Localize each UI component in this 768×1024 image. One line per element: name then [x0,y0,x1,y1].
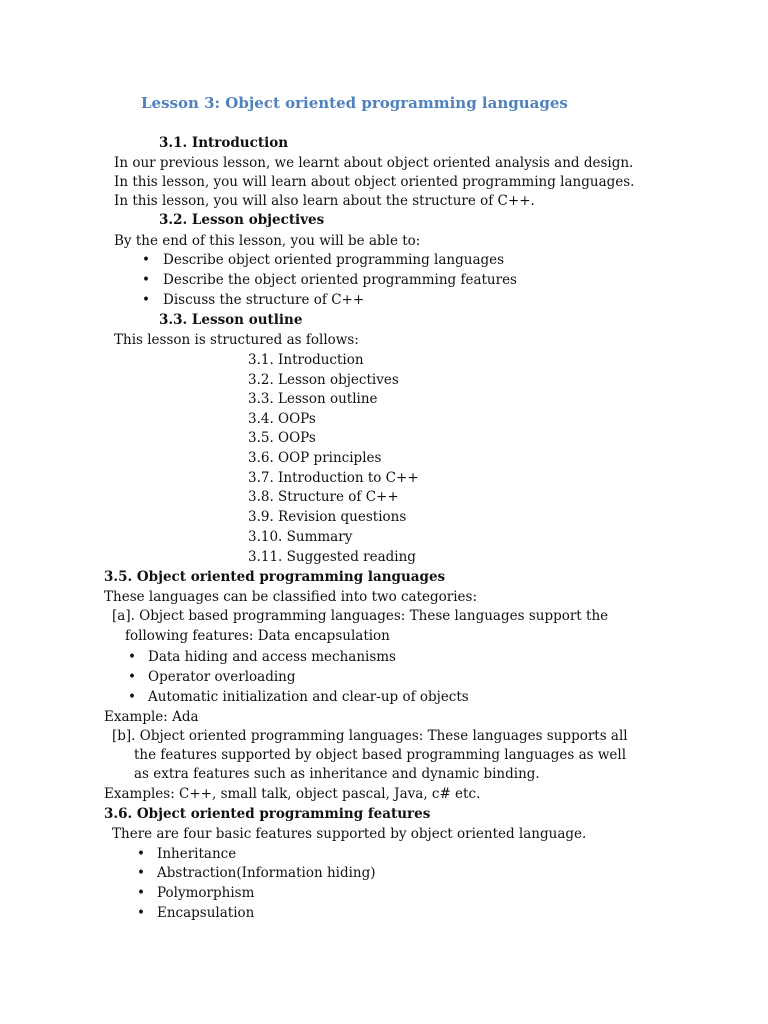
category-b-example: Examples: C++, small talk, object pascal, Java, c# etc. [104,786,481,802]
bullet-glyph: • [137,885,145,901]
bullet-glyph: • [142,292,150,308]
objective-item: Describe object oriented programming languages [163,252,505,268]
outline-item: 3.5. OOPs [248,430,316,446]
outline-item: 3.4. OOPs [248,411,316,427]
outline-item: 3.2. Lesson objectives [248,372,399,388]
category-a-example: Example: Ada [104,709,199,725]
bullet-glyph: • [137,846,145,862]
languages-heading: 3.5. Object oriented programming languages [104,569,446,585]
intro-line: In this lesson, you will learn about object oriented programming languages. [114,174,635,190]
feature-item: Polymorphism [157,885,255,901]
outline-lead: This lesson is structured as follows: [114,332,359,348]
features-heading: 3.6. Object oriented programming features [104,806,431,822]
outline-item: 3.8. Structure of C++ [248,489,399,505]
outline-item: 3.7. Introduction to C++ [248,470,419,486]
lesson-title: Lesson 3: Object oriented programming languages [141,94,568,112]
outline-item: 3.9. Revision questions [248,509,407,525]
bullet-glyph: • [142,252,150,268]
category-a-item: Data hiding and access mechanisms [148,649,396,665]
category-a-line: following features: Data encapsulation [125,628,390,644]
bullet-glyph: • [142,272,150,288]
bullet-glyph: • [128,689,136,705]
feature-item: Encapsulation [157,905,255,921]
intro-line: In this lesson, you will also learn about the structure of C++. [114,193,535,209]
outline-heading: 3.3. Lesson outline [159,312,303,328]
feature-item: Inheritance [157,846,237,862]
outline-item: 3.3. Lesson outline [248,391,378,407]
objectives-lead: By the end of this lesson, you will be able to: [114,233,421,249]
objective-item: Discuss the structure of C++ [163,292,365,308]
bullet-glyph: • [128,649,136,665]
category-b-line: [b]. Object oriented programming languages: These languages supports all [112,728,628,744]
bullet-glyph: • [137,865,145,881]
outline-item: 3.10. Summary [248,529,353,545]
objectives-heading: 3.2. Lesson objectives [159,212,325,228]
feature-item: Abstraction(Information hiding) [157,865,376,881]
objective-item: Describe the object oriented programming features [163,272,517,288]
bullet-glyph: • [128,669,136,685]
outline-item: 3.1. Introduction [248,352,364,368]
intro-heading: 3.1. Introduction [159,135,289,151]
category-a-item: Automatic initialization and clear-up of objects [148,689,469,705]
outline-item: 3.11. Suggested reading [248,549,416,565]
category-b-line: the features supported by object based programming languages as well [134,747,627,763]
languages-lead: These languages can be classified into two categories: [104,589,478,605]
features-lead: There are four basic features supported by object oriented language. [112,826,587,842]
category-b-line: as extra features such as inheritance and dynamic binding. [134,766,540,782]
intro-line: In our previous lesson, we learnt about object oriented analysis and design. [114,155,634,171]
category-a-item: Operator overloading [148,669,296,685]
category-a-line: [a]. Object based programming languages: These languages support the [112,608,609,624]
outline-item: 3.6. OOP principles [248,450,382,466]
bullet-glyph: • [137,905,145,921]
